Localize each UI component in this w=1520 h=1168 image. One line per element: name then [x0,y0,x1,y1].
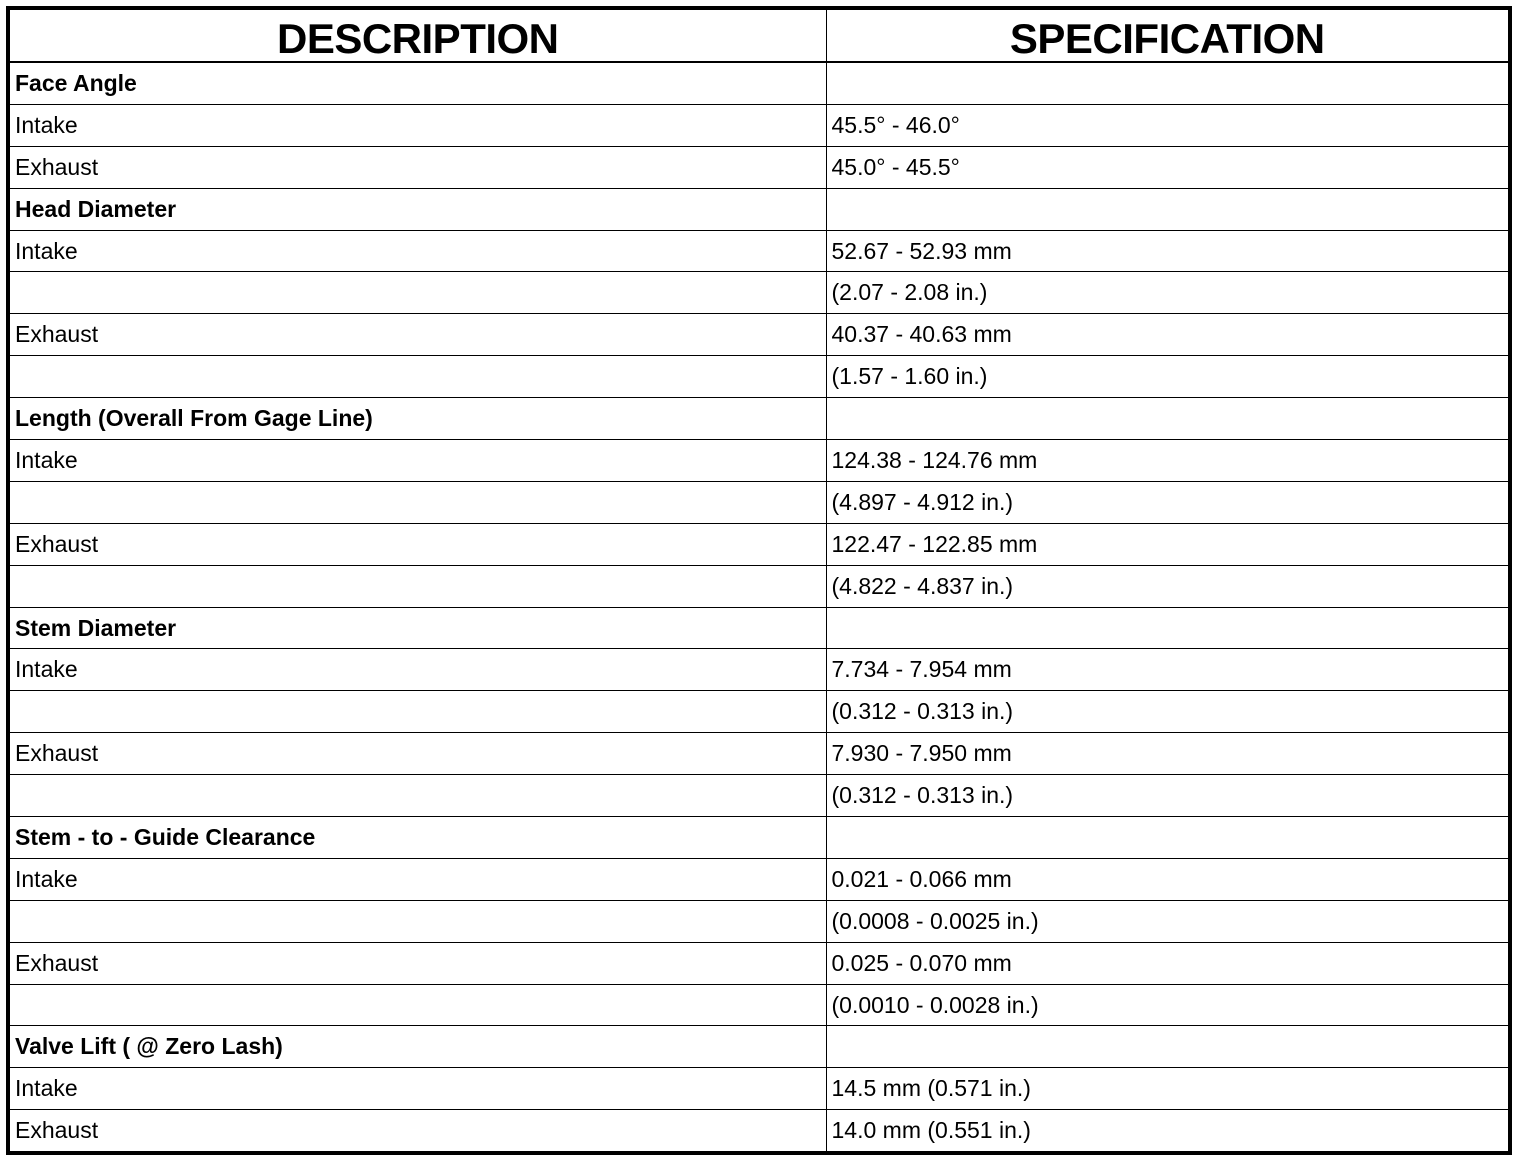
table-row [8,942,1510,984]
description-cell: Intake [8,649,826,691]
valve-specification-table [6,6,1512,1155]
specification-cell [826,188,1510,230]
specification-cell: (0.312 - 0.313 in.) [826,691,1510,733]
table-row [8,356,1510,398]
section-title-cell: Valve Lift ( @ Zero Lash) [8,1026,826,1068]
table-body [8,62,1510,1153]
description-cell: Exhaust [8,146,826,188]
table-row [8,733,1510,775]
table-row [8,230,1510,272]
specification-cell [826,817,1510,859]
specification-cell [826,1026,1510,1068]
specification-cell: 7.930 - 7.950 mm [826,733,1510,775]
description-cell: Intake [8,230,826,272]
specification-cell [826,62,1510,104]
specification-cell [826,398,1510,440]
description-cell [8,481,826,523]
specification-cell: (4.822 - 4.837 in.) [826,565,1510,607]
specification-cell [826,607,1510,649]
description-cell [8,565,826,607]
specification-cell: 14.0 mm (0.551 in.) [826,1110,1510,1153]
description-cell [8,356,826,398]
specification-cell: 14.5 mm (0.571 in.) [826,1068,1510,1110]
header-row [8,8,1510,62]
description-cell: Exhaust [8,523,826,565]
description-cell: Exhaust [8,314,826,356]
section-header-row [8,817,1510,859]
specification-cell: 45.0° - 45.5° [826,146,1510,188]
specification-cell: (2.07 - 2.08 in.) [826,272,1510,314]
table-row [8,146,1510,188]
description-cell: Exhaust [8,1110,826,1153]
description-column-header: DESCRIPTION [8,8,826,62]
description-cell: Exhaust [8,942,826,984]
section-header-row [8,607,1510,649]
section-title-cell: Face Angle [8,62,826,104]
specification-cell: (4.897 - 4.912 in.) [826,481,1510,523]
table-row [8,1068,1510,1110]
table-row [8,775,1510,817]
specification-cell: 0.021 - 0.066 mm [826,858,1510,900]
specification-cell: 40.37 - 40.63 mm [826,314,1510,356]
table-row [8,314,1510,356]
table-row [8,900,1510,942]
description-cell [8,272,826,314]
section-header-row [8,188,1510,230]
specification-cell: 122.47 - 122.85 mm [826,523,1510,565]
description-cell: Exhaust [8,733,826,775]
table-row [8,104,1510,146]
description-cell [8,900,826,942]
description-cell: Intake [8,1068,826,1110]
specification-cell: 45.5° - 46.0° [826,104,1510,146]
table-row [8,984,1510,1026]
section-header-row [8,62,1510,104]
table-row [8,481,1510,523]
description-cell: Intake [8,104,826,146]
section-header-row [8,398,1510,440]
description-cell: Intake [8,858,826,900]
table-row [8,1110,1510,1153]
table-row [8,440,1510,482]
specification-cell: 52.67 - 52.93 mm [826,230,1510,272]
specification-cell: (0.0010 - 0.0028 in.) [826,984,1510,1026]
specification-cell: 7.734 - 7.954 mm [826,649,1510,691]
description-cell [8,691,826,733]
section-title-cell: Head Diameter [8,188,826,230]
table-row [8,523,1510,565]
specification-column-header: SPECIFICATION [826,8,1510,62]
section-title-cell: Stem Diameter [8,607,826,649]
specification-cell: (0.312 - 0.313 in.) [826,775,1510,817]
table-row [8,272,1510,314]
table-row [8,649,1510,691]
description-cell: Intake [8,440,826,482]
table-row [8,691,1510,733]
specification-cell: 124.38 - 124.76 mm [826,440,1510,482]
section-title-cell: Length (Overall From Gage Line) [8,398,826,440]
section-header-row [8,1026,1510,1068]
description-cell [8,984,826,1026]
specification-cell: (1.57 - 1.60 in.) [826,356,1510,398]
table-row [8,858,1510,900]
section-title-cell: Stem - to - Guide Clearance [8,817,826,859]
specification-cell: (0.0008 - 0.0025 in.) [826,900,1510,942]
specification-cell: 0.025 - 0.070 mm [826,942,1510,984]
table-row [8,565,1510,607]
description-cell [8,775,826,817]
